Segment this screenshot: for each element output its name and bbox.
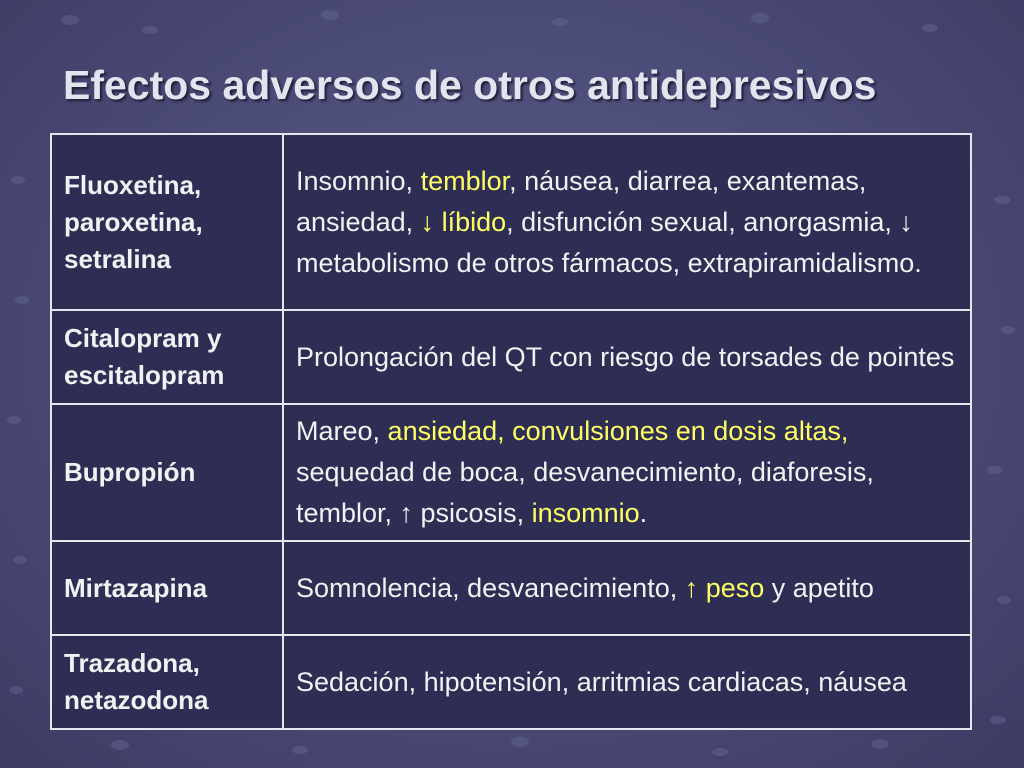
effect-text: Insomnio, (296, 165, 421, 196)
effect-text: , disfunción sexual, anorgasmia, ↓ metabolismo de otros fármacos, extrapiramidalismo. (296, 206, 922, 278)
table-row (51, 635, 971, 729)
drug-name-cell: Mirtazapina (51, 541, 283, 635)
adverse-effects-cell (283, 134, 971, 310)
effect-text: Somnolencia, desvanecimiento, (296, 572, 685, 603)
highlighted-effect-text: temblor (420, 165, 510, 196)
effect-text: y apetito (764, 572, 874, 603)
slide-title: Efectos adversos de otros antidepresivos (63, 62, 877, 108)
table-row (51, 134, 971, 310)
effect-text: Mareo, (296, 416, 388, 446)
effect-text: sequedad de boca, desvanecimiento, diaforesis, temblor, ↑ psicosis, (296, 457, 874, 528)
table-body (51, 134, 971, 729)
table-row (51, 310, 971, 404)
drug-name-cell: Trazadona, netazodona (51, 635, 283, 729)
drug-name-cell: Citalopram y escitalopram (51, 310, 283, 404)
table-row (51, 404, 971, 541)
drug-name-cell: Fluoxetina, paroxetina, setralina (51, 134, 283, 310)
effect-text: Prolongación del QT con riesgo de torsades de pointes (296, 341, 955, 372)
effect-text: . (639, 498, 648, 528)
adverse-effects-cell (283, 404, 971, 541)
effect-text: , náusea, diarrea, exantemas, ansiedad, (296, 165, 867, 237)
highlighted-effect-text: insomnio (531, 498, 640, 528)
table-row (51, 541, 971, 635)
adverse-effects-cell (283, 541, 971, 635)
highlighted-effect-text: ↑ peso (684, 572, 765, 603)
highlighted-effect-text: ansiedad, convulsiones en dosis altas, (387, 416, 849, 446)
drug-name-cell: Bupropión (51, 404, 283, 541)
effect-text: Sedación, hipotensión, arritmias cardiacas, náusea (296, 666, 907, 697)
highlighted-effect-text: ↓ líbido (420, 206, 507, 237)
adverse-effects-table (50, 133, 972, 730)
adverse-effects-cell (283, 310, 971, 404)
adverse-effects-cell (283, 635, 971, 729)
